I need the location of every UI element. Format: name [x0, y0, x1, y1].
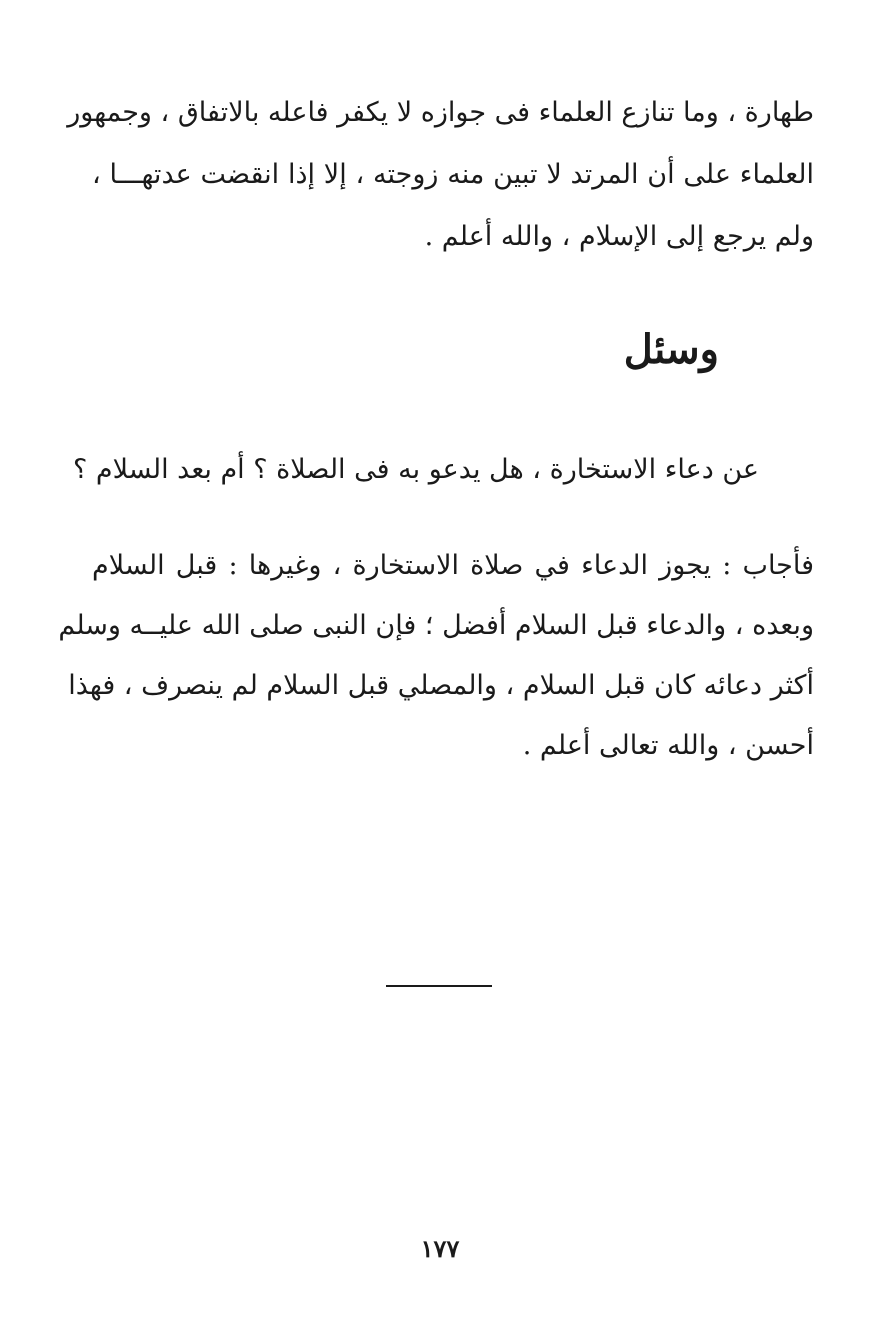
text-line: فأجاب : يجوز الدعاء في صلاة الاستخارة ، وغيرها : قبل السلام: [92, 550, 814, 581]
paragraph-previous-fatwa-ending: [67, 82, 814, 268]
section-heading: وسئل: [623, 326, 719, 373]
text-line: ولم يرجع إلى الإسلام ، والله أعلم .: [424, 221, 814, 252]
page-number: ١٧٧: [420, 1234, 460, 1263]
text-line: وبعده ، والدعاء قبل السلام أفضل ؛ فإن النبى صلى الله عليــه وسلم: [58, 610, 814, 641]
text-line: أحسن ، والله تعالى أعلم .: [522, 730, 814, 761]
question-text: عن دعاء الاستخارة ، هل يدعو به فى الصلاة ؟ أم بعد السلام ؟: [73, 454, 759, 485]
text-line: العلماء على أن المرتد لا تبين منه زوجته ، إلا إذا انقضت عدتهـــا ،: [92, 159, 814, 190]
section-separator-rule: [386, 985, 492, 987]
text-line: طهارة ، وما تنازع العلماء فى جوازه لا يكفر فاعله بالاتفاق ، وجمهور: [67, 97, 814, 128]
text-line: أكثر دعائه كان قبل السلام ، والمصلي قبل السلام لم ينصرف ، فهذا: [68, 670, 814, 701]
answer-paragraph: [58, 536, 814, 776]
